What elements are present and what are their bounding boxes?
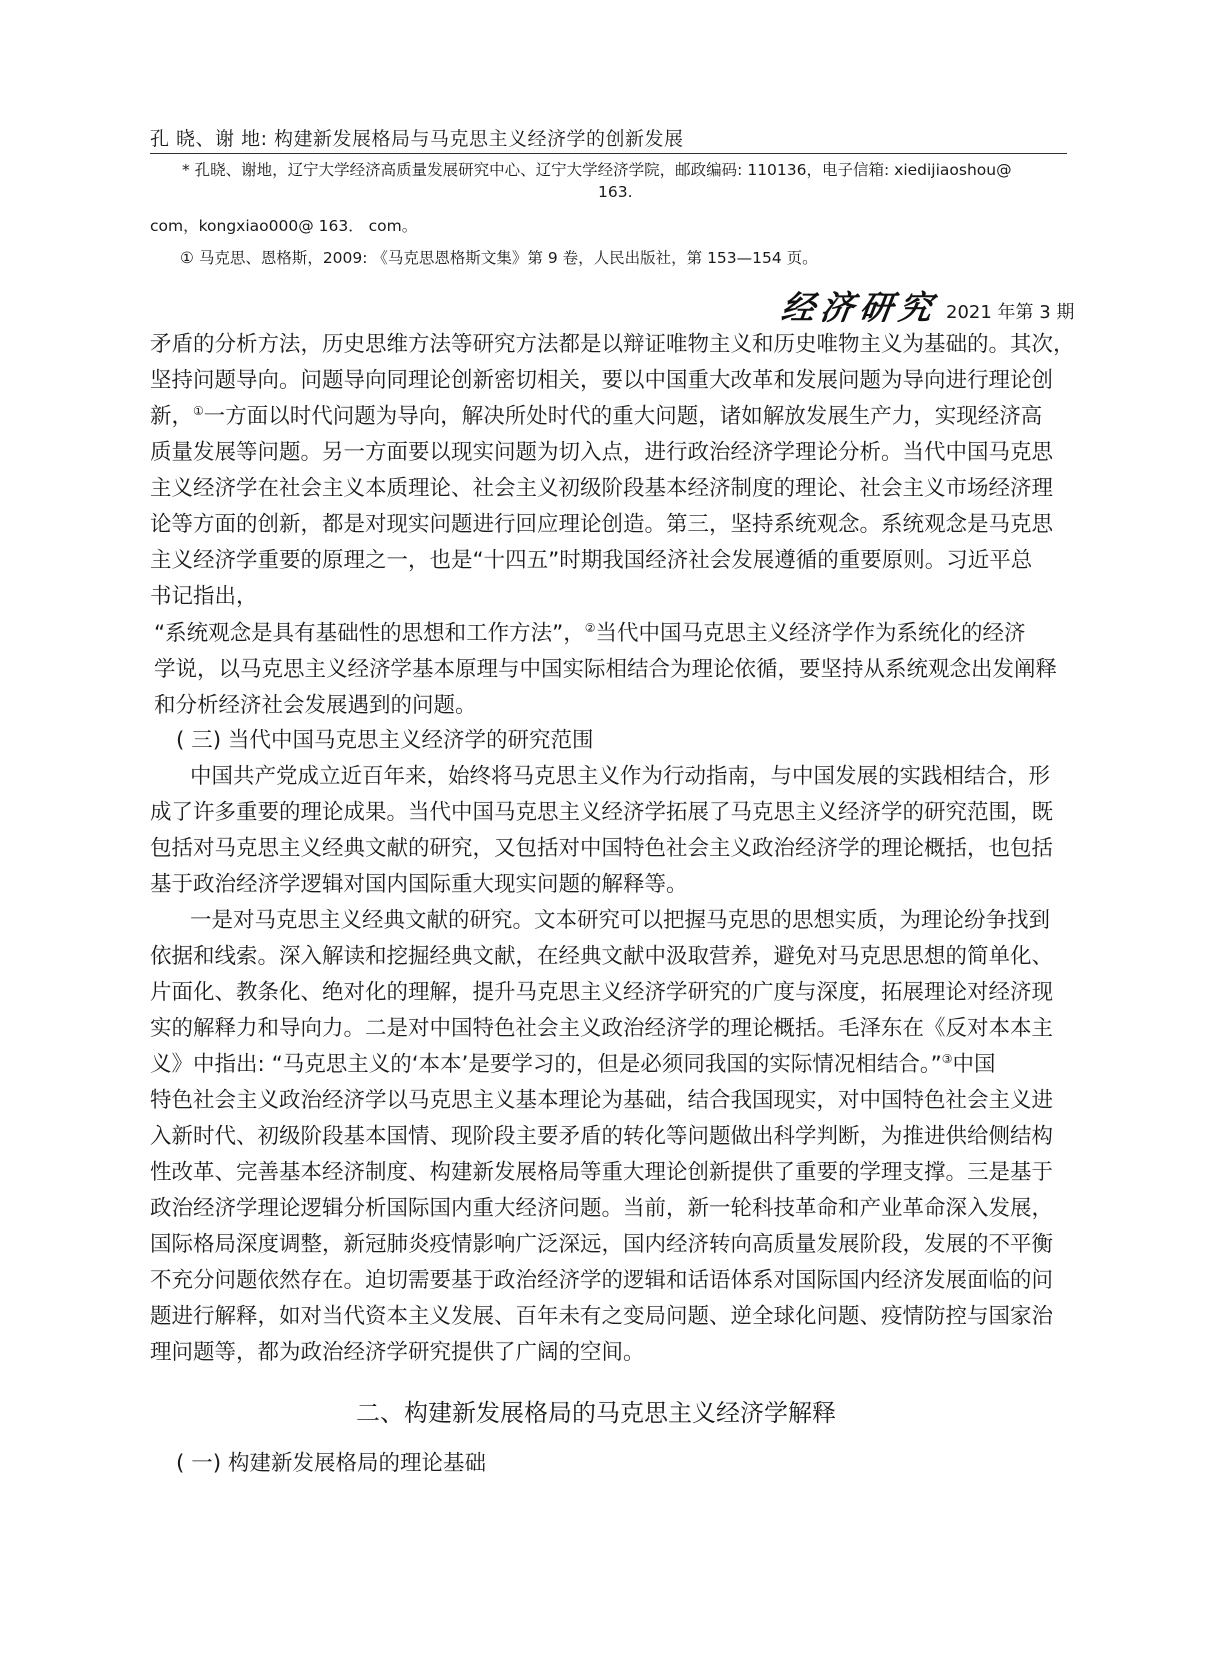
subsection-title-3: ( 三) 当代中国马克思主义经济学的研究范围 bbox=[176, 728, 594, 753]
paragraph-line: 实的解释力和导向力。二是对中国特色社会主义政治经济学的理论概括。毛泽东在《反对本本主 bbox=[150, 1016, 1054, 1041]
paragraph-line: 主义经济学重要的原理之一，也是“十四五”时期我国经济社会发展遵循的重要原则。习近平总 bbox=[150, 548, 1033, 573]
paragraph-line bbox=[150, 1047, 996, 1078]
paragraph-line: 特色社会主义政治经济学以马克思主义基本理论为基础，结合我国现实，对中国特色社会主义进 bbox=[150, 1088, 1054, 1113]
journal-masthead bbox=[778, 282, 1075, 329]
paragraph-text: “系统观念是具有基础性的思想和工作方法”， bbox=[154, 621, 585, 646]
paragraph-line bbox=[150, 399, 1042, 430]
running-title: 孔 晓、谢 地: 构建新发展格局与马克思主义经济学的创新发展 bbox=[150, 128, 684, 150]
paragraph-line: 书记指出， bbox=[150, 584, 258, 609]
author-footnote: * 孔晓、谢地，辽宁大学经济高质量发展研究中心、辽宁大学经济学院，邮政编码: 110136，电子信箱: xiedijiaoshou@ bbox=[182, 161, 1012, 179]
paragraph-line: 矛盾的分析方法，历史思维方法等研究方法都是以辩证唯物主义和历史唯物主义为基础的。其次， bbox=[150, 332, 1075, 357]
paragraph-text: 当代中国马克思主义经济学作为系统化的经济 bbox=[595, 621, 1026, 646]
paragraph-text: 中国 bbox=[952, 1052, 996, 1077]
footnote-ref: ② bbox=[584, 620, 596, 635]
paragraph-line: 依据和线索。深入解读和挖掘经典文献，在经典文献中汲取营养，避免对马克思思想的简单化、 bbox=[150, 944, 1054, 969]
paragraph-line: 和分析经济社会发展遇到的问题。 bbox=[154, 693, 477, 718]
paragraph-line: 不充分问题依然存在。迫切需要基于政治经济学的逻辑和话语体系对国际国内经济发展面临的问 bbox=[150, 1268, 1054, 1293]
paragraph-line: 坚持问题导向。问题导向同理论创新密切相关，要以中国重大改革和发展问题为导向进行理论创 bbox=[150, 368, 1054, 393]
paragraph-text: 一方面以时代问题为导向，解决所处时代的重大问题，诸如解放发展生产力，实现经济高 bbox=[203, 404, 1043, 429]
paragraph-line: 成了许多重要的理论成果。当代中国马克思主义经济学拓展了马克思主义经济学的研究范围，既 bbox=[150, 800, 1054, 825]
paragraph-line: 理问题等，都为政治经济学研究提供了广阔的空间。 bbox=[150, 1340, 645, 1365]
paragraph-line: 题进行解释，如对当代资本主义发展、百年未有之变局问题、逆全球化问题、疫情防控与国家治 bbox=[150, 1304, 1054, 1329]
section-heading: 二、构建新发展格局的马克思主义经济学解释 bbox=[356, 1399, 836, 1427]
paragraph-line: 主义经济学在社会主义本质理论、社会主义初级阶段基本经济制度的理论、社会主义市场经济理 bbox=[150, 476, 1054, 501]
paragraph-line: 学说，以马克思主义经济学基本原理与中国实际相结合为理论依循，要坚持从系统观念出发阐释 bbox=[154, 657, 1058, 682]
paragraph-text: 义》中指出: “马克思主义的‘本本’是要学习的，但是必须同我国的实际情况相结合。” bbox=[150, 1052, 942, 1077]
journal-issue: 2021 年第 3 期 bbox=[946, 302, 1075, 323]
paragraph-line: 性改革、完善基本经济制度、构建新发展格局等重大理论创新提供了重要的学理支撑。三是基于 bbox=[150, 1160, 1054, 1185]
footnote-ref: ① bbox=[193, 403, 204, 418]
subsection-title-1: ( 一) 构建新发展格局的理论基础 bbox=[176, 1451, 486, 1476]
paragraph-line: 国际格局深度调整，新冠肺炎疫情影响广泛深远，国内经济转向高质量发展阶段，发展的不平衡 bbox=[150, 1232, 1054, 1257]
author-footnote-cont: 163. bbox=[598, 183, 633, 201]
paragraph-line: 基于政治经济学逻辑对国内国际重大现实问题的解释等。 bbox=[150, 872, 688, 897]
paragraph-line: 论等方面的创新，都是对现实问题进行回应理论创造。第三，坚持系统观念。系统观念是马克思 bbox=[150, 512, 1054, 537]
author-email-footnote: com，kongxiao000@ 163． com。 bbox=[150, 217, 418, 235]
reference-footnote-1: ① 马克思、恩格斯，2009: 《马克思恩格斯文集》第 9 卷，人民出版社，第 153—154 页。 bbox=[180, 249, 818, 267]
paragraph-line: 政治经济学理论逻辑分析国际国内重大经济问题。当前，新一轮科技革命和产业革命深入发展， bbox=[150, 1196, 1054, 1221]
paragraph-line bbox=[154, 616, 1026, 647]
paragraph-line: 入新时代、初级阶段基本国情、现阶段主要矛盾的转化等问题做出科学判断，为推进供给侧结构 bbox=[150, 1124, 1054, 1149]
paragraph-line: 包括对马克思主义经典文献的研究，又包括对中国特色社会主义政治经济学的理论概括，也包括 bbox=[150, 836, 1054, 861]
journal-logo: 经济研究 bbox=[778, 288, 941, 327]
paragraph-line: 中国共产党成立近百年来，始终将马克思主义作为行动指南，与中国发展的实践相结合，形 bbox=[190, 764, 1051, 789]
paragraph-line: 质量发展等问题。另一方面要以现实问题为切入点，进行政治经济学理论分析。当代中国马克思 bbox=[150, 440, 1054, 465]
footnote-ref: ③ bbox=[941, 1051, 953, 1066]
paragraph-line: 片面化、教条化、绝对化的理解，提升马克思主义经济学研究的广度与深度，拓展理论对经济现 bbox=[150, 980, 1054, 1005]
paragraph-text: 新， bbox=[150, 404, 194, 429]
paragraph-line: 一是对马克思主义经典文献的研究。文本研究可以把握马克思的思想实质，为理论纷争找到 bbox=[190, 908, 1051, 933]
header-rule bbox=[150, 153, 1067, 154]
